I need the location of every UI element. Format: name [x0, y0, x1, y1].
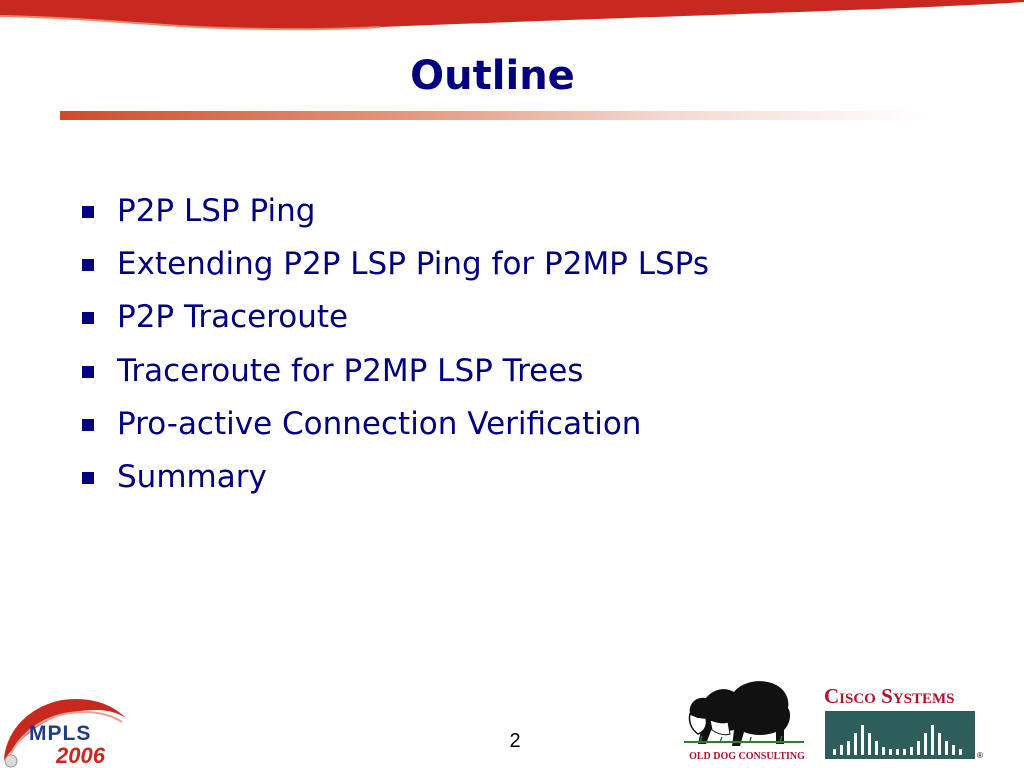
mpls-logo-year: 2006 [56, 743, 105, 768]
bullet-text: Summary [117, 458, 267, 495]
bullet-list [80, 185, 709, 504]
page-number: 2 [509, 730, 521, 752]
old-dog-logo [680, 672, 810, 752]
bullet-item [80, 451, 709, 504]
bullet-item [80, 345, 709, 398]
bullet-item [80, 398, 709, 451]
cisco-systems-logo [825, 711, 975, 759]
bullet-text: P2P Traceroute [117, 299, 349, 336]
square-bullet-icon [82, 366, 94, 378]
cisco-wordmark: Cisco Systems [824, 684, 955, 708]
bullet-text: P2P LSP Ping [117, 193, 316, 229]
square-bullet-icon [82, 312, 94, 324]
square-bullet-icon [82, 419, 94, 431]
bullet-text: Traceroute for P2MP LSP Trees [117, 352, 584, 389]
title-underline [60, 111, 930, 120]
bullet-item [80, 238, 709, 291]
square-bullet-icon [82, 472, 94, 484]
bullet-text: Pro-active Connection Verification [117, 405, 642, 442]
registered-mark: ® [977, 751, 983, 760]
slide-title: Outline [410, 53, 575, 99]
top-swoosh-graphic [0, 0, 1024, 32]
bullet-item [80, 185, 709, 238]
old-dog-caption: OLD DOG CONSULTING [689, 751, 805, 762]
bullet-text: Extending P2P LSP Ping for P2MP LSPs [117, 246, 709, 283]
mpls-logo-text: MPLS [29, 722, 92, 745]
square-bullet-icon [82, 206, 94, 218]
bullet-item [80, 291, 709, 344]
square-bullet-icon [82, 259, 94, 271]
